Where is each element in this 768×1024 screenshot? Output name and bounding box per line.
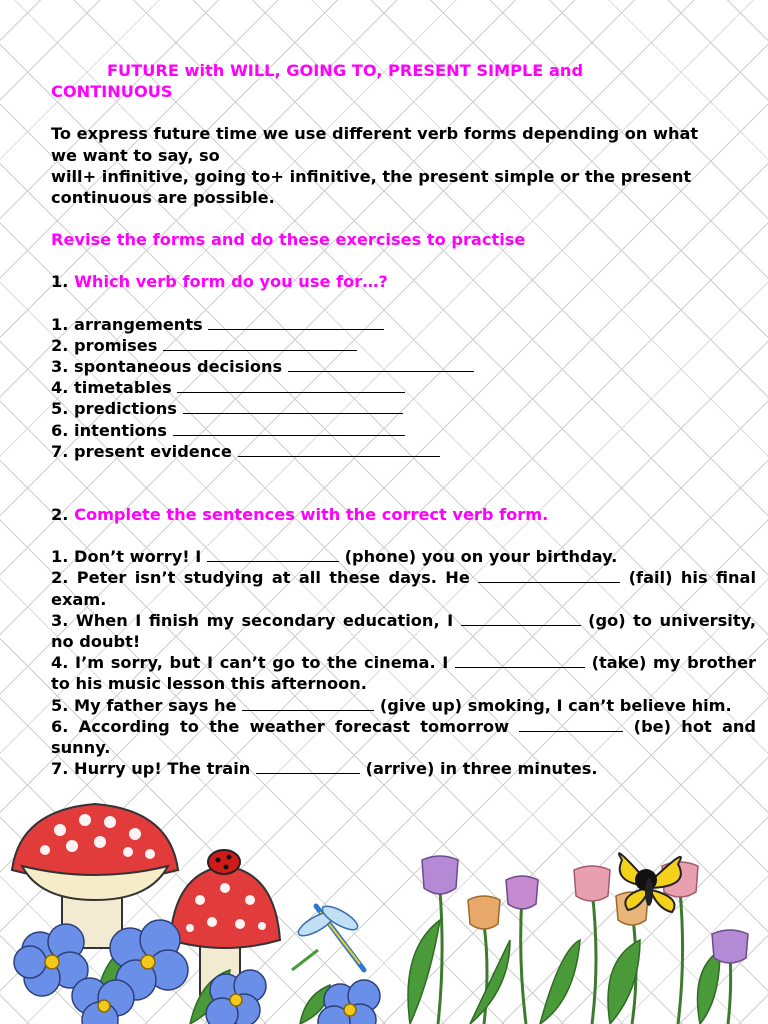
exercise1-heading [51,271,756,292]
answer-blank[interactable] [256,759,360,774]
answer-blank[interactable] [455,653,585,668]
intro-line-4: continuous are possible. [51,188,275,208]
exercise1-title: Which verb form do you use for…? [74,272,388,292]
dragonfly-icon [292,902,364,970]
list-item: 6. intentions [51,420,756,441]
answer-blank[interactable] [238,442,440,457]
list-item: 4. timetables [51,377,756,398]
answer-blank[interactable] [183,399,403,414]
answer-blank[interactable] [242,696,374,711]
answer-blank[interactable] [207,547,339,562]
answer-blank[interactable] [519,717,623,732]
exercise1-number: 1. [51,272,69,292]
sentence: 6. According to the weather forecast tomorrow (be) hot and sunny. [51,716,756,758]
answer-blank[interactable] [478,568,620,583]
list-item: 7. present evidence [51,441,756,462]
sentence: 5. My father says he (give up) smoking, I can’t believe him. [51,695,732,715]
answer-blank[interactable] [461,611,581,626]
list-item: 2. promises [51,335,756,356]
answer-blank[interactable] [208,315,384,330]
intro-line-1: To express future time we use different verb forms depending on what [51,124,699,144]
worksheet [51,60,756,779]
list-item: 3. spontaneous decisions [51,356,756,377]
exercise2-title: Complete the sentences with the correct verb form. [74,505,549,525]
answer-blank[interactable] [288,357,474,372]
sentence: 3. When I finish my secondary education, I (go) to university, no doubt! [51,610,757,652]
sentence: 2. Peter isn’t studying at all these days. He (fail) his final exam. [51,568,757,609]
title-line-1: FUTURE with WILL, GOING TO, PRESENT SIMPLE and [107,61,584,80]
sentence: 7. Hurry up! The train (arrive) in three minutes. [51,759,598,779]
instruction: Revise the forms and do these exercises to practise [51,230,526,250]
list-item: 1. arrangements [51,314,756,335]
intro-line-2: we want to say, so [51,145,220,165]
list-item: 5. predictions [51,398,756,419]
intro-line-3: will+ infinitive, going to+ infinitive, the present simple or the present [51,166,692,186]
sentence: 4. I’m sorry, but I can’t go to the cinema. I (take) my brother to his music lesson this afternoon. [51,653,757,694]
exercise2-number: 2. [51,505,69,525]
answer-blank[interactable] [173,421,405,436]
exercise2-heading [51,504,756,525]
sentence: 1. Don’t worry! I (phone) you on your birthday. [51,547,618,567]
answer-blank[interactable] [177,378,405,393]
answer-blank[interactable] [163,336,357,351]
decorative-illustration [0,800,768,1024]
tulips-icon [408,856,748,1024]
butterfly-icon [619,853,681,912]
title-line-2: CONTINUOUS [51,82,173,102]
